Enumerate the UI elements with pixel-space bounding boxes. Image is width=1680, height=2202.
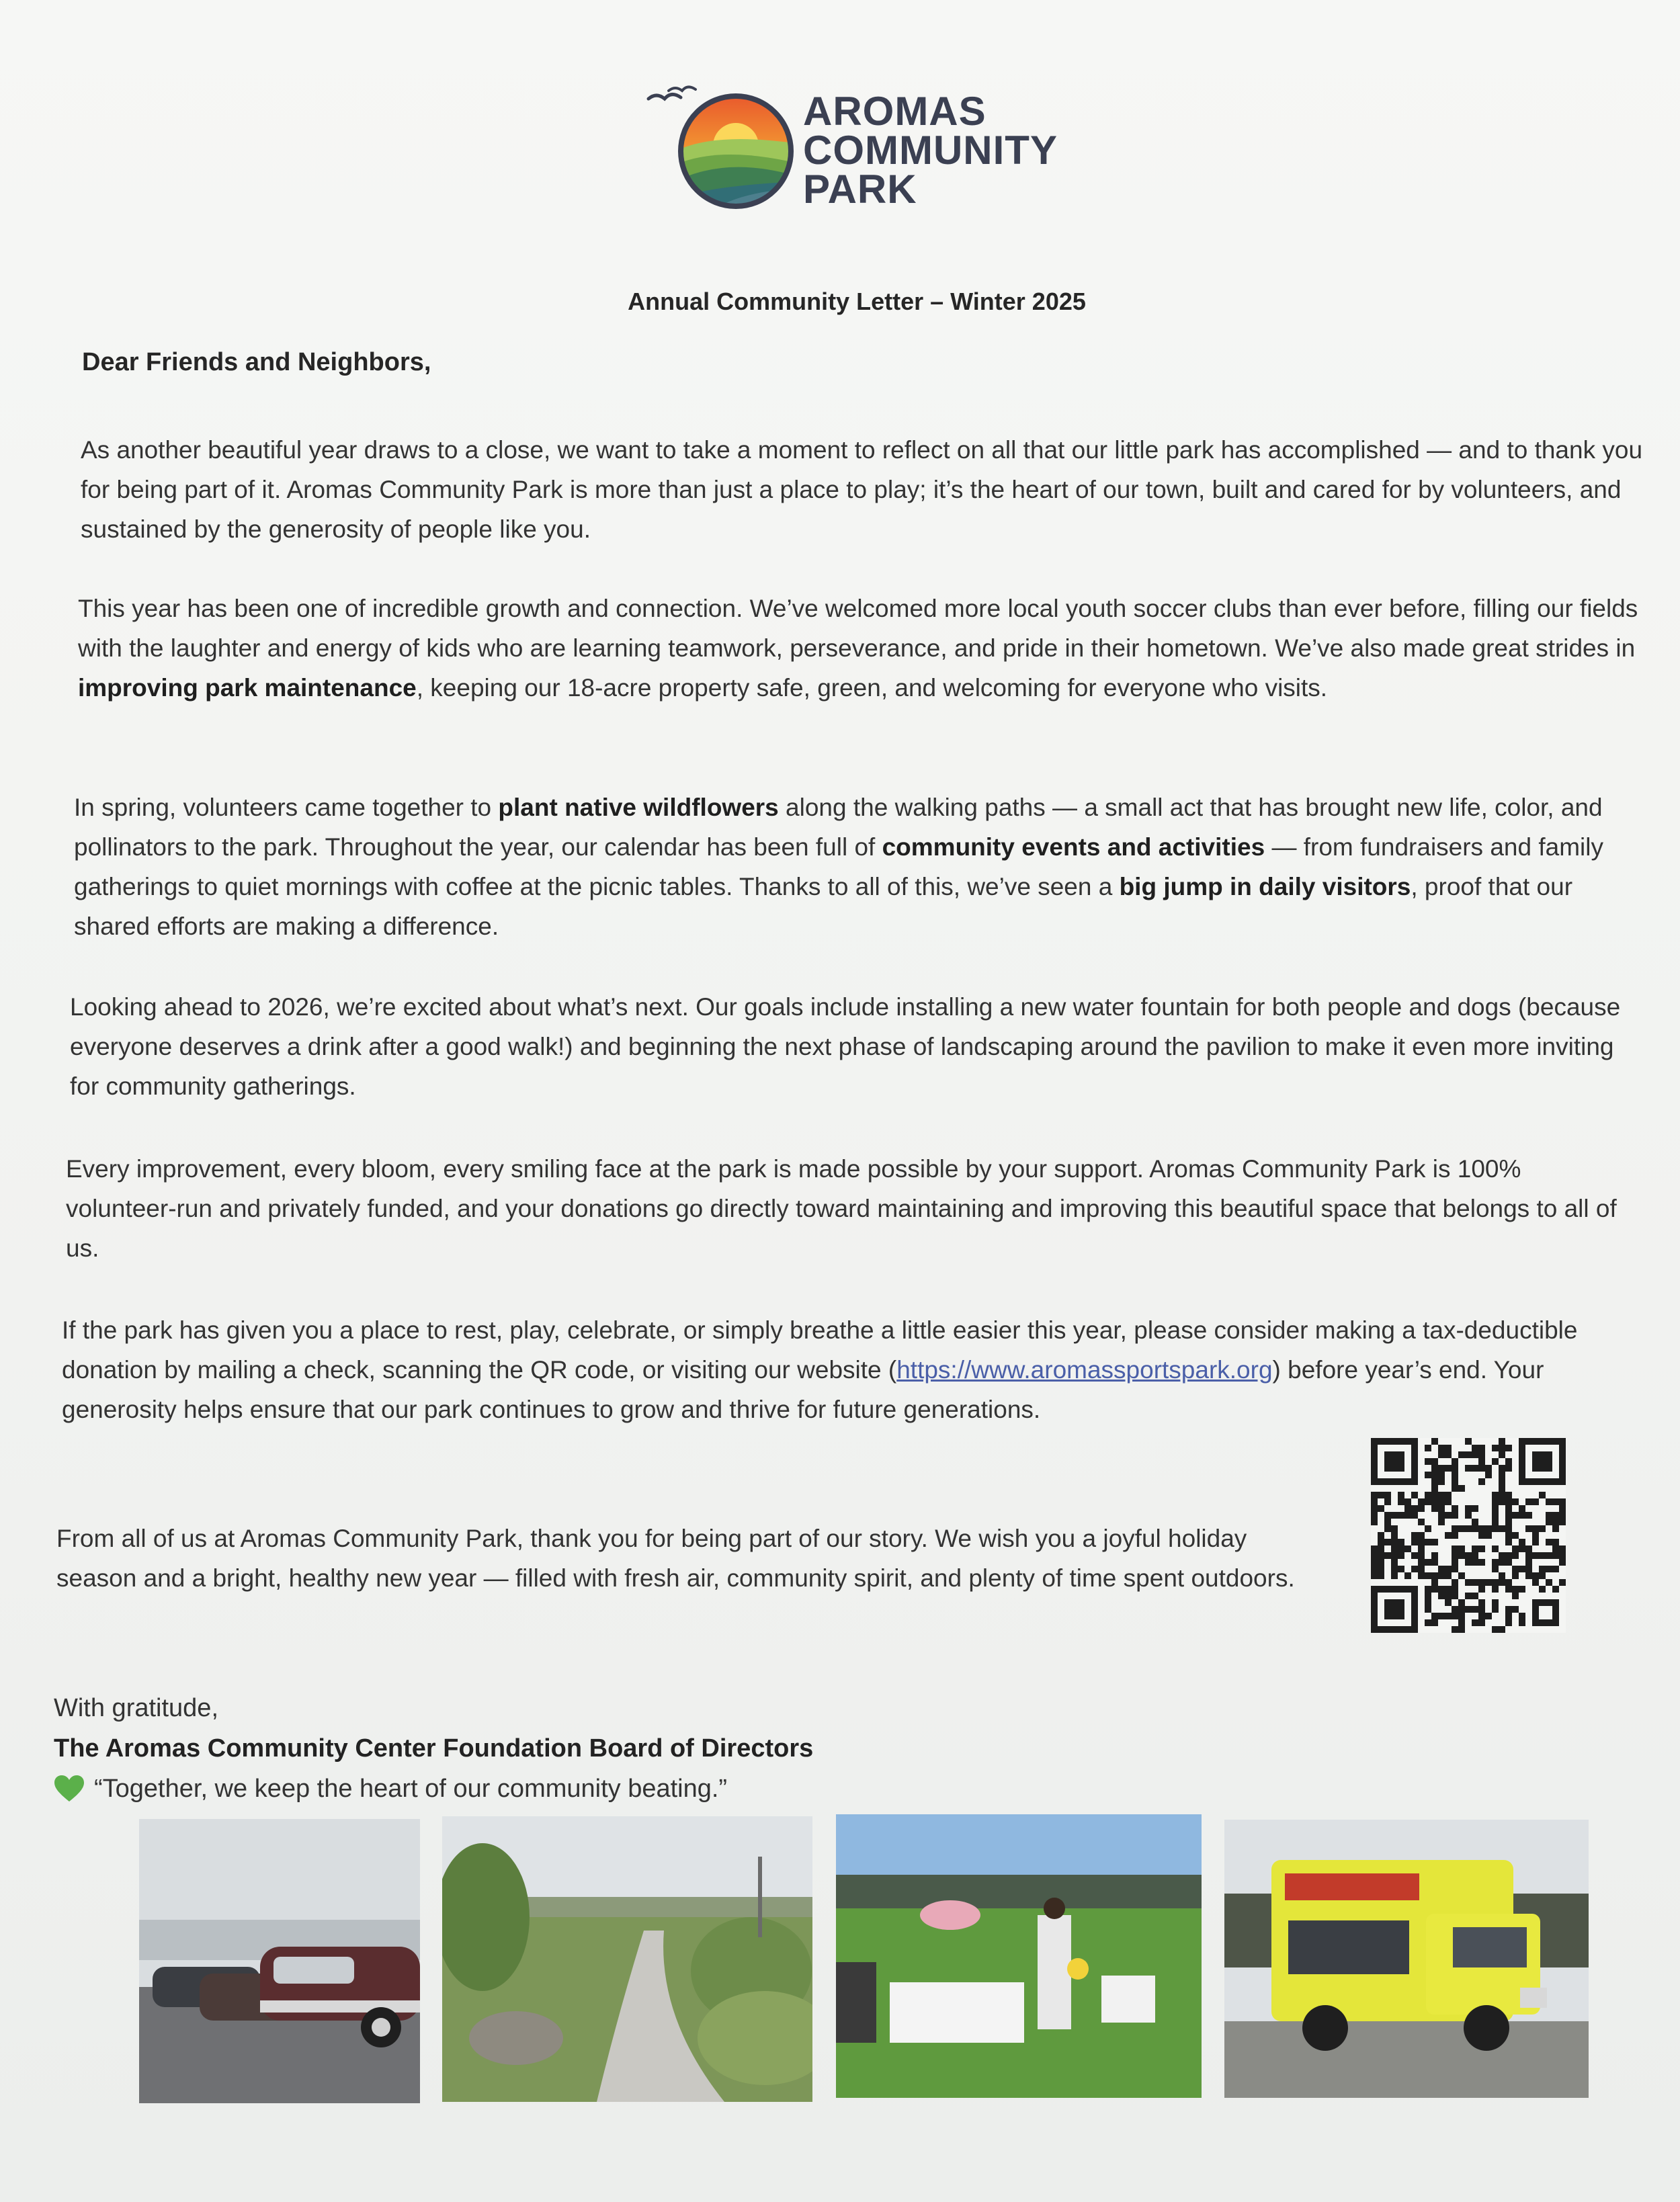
paragraph-thanks: From all of us at Aromas Community Park, thank you for being part of our story. We wish you a joyful holiday season and a bright, healthy new year — filled with fresh air, community spirit, and plenty of time spent outdoors. bbox=[56, 1525, 1295, 1592]
paragraph-spring bbox=[74, 788, 1640, 946]
letter-heading: Annual Community Letter – Winter 2025 bbox=[628, 288, 1086, 315]
photo-food-truck bbox=[1224, 1820, 1589, 2098]
text-span: If the park has given you a place to rest, play, celebrate, or simply breathe a little easier this year, please consider making a tax-deductible donation by mailing a check, scanning the QR code, or visiting our website ( bbox=[62, 1316, 1578, 1384]
logo-line-2: COMMUNITY bbox=[803, 128, 1058, 173]
photo-classic-cars bbox=[139, 1819, 420, 2103]
bold-text: improving park maintenance bbox=[78, 674, 417, 702]
text-span: , proof that our shared efforts are making a difference. bbox=[74, 873, 1573, 940]
paragraph-donate bbox=[62, 1310, 1581, 1429]
logo-line-3: PARK bbox=[803, 167, 917, 212]
tagline bbox=[54, 1769, 813, 1809]
sunset-hills-logo-icon bbox=[642, 64, 796, 225]
greeting: Dear Friends and Neighbors, bbox=[82, 348, 431, 376]
photo-strip bbox=[0, 1814, 1680, 2110]
text-span: In spring, volunteers came together to bbox=[74, 794, 499, 821]
park-logo bbox=[642, 64, 1072, 225]
green-heart-icon bbox=[54, 1775, 85, 1803]
photo-community-event bbox=[836, 1814, 1202, 2098]
paragraph-growth bbox=[78, 589, 1644, 708]
photo-walking-path bbox=[442, 1816, 812, 2102]
bold-text: big jump in daily visitors bbox=[1119, 873, 1411, 900]
closing: With gratitude, bbox=[54, 1694, 218, 1722]
signature-org: The Aromas Community Center Foundation Board of Directors bbox=[54, 1734, 814, 1763]
logo-line-1: AROMAS bbox=[803, 89, 986, 134]
text-span: along the walking paths — a small act that has brought new life, color, and pollinators to the park. Throughout the year, our calendar has been full of bbox=[74, 794, 1603, 861]
bold-text: community events and activities bbox=[882, 833, 1265, 861]
text-span: ) before year’s end. Your generosity helps ensure that our park continues to grow and thrive for future generations. bbox=[62, 1356, 1544, 1423]
logo-text bbox=[803, 89, 1058, 212]
website-link[interactable]: https://www.aromassportspark.org bbox=[896, 1356, 1273, 1384]
paragraph-intro: As another beautiful year draws to a close, we want to take a moment to reflect on all that our little park has accomplished — and to thank you for being part of it. Aromas Community Park is more than just a place to play; it’s the heart of our town, built and cared for by volunteers, and sustained by the generosity of people like you. bbox=[81, 436, 1643, 543]
paragraph-goals: Looking ahead to 2026, we’re excited about what’s next. Our goals include installing a new water fountain for both people and dogs (because everyone deserves a drink after a good walk!) and beginning the next phase of landscaping around the pavilion to make it even more inviting for community gatherings. bbox=[70, 993, 1621, 1100]
paragraph-support: Every improvement, every bloom, every smiling face at the park is made possible by your support. Aromas Community Park is 100% volunteer-run and privately funded, and your donations go directly toward maintaining and improving this beautiful space that belongs to all of us. bbox=[66, 1155, 1617, 1262]
bold-text: plant native wildflowers bbox=[498, 794, 779, 821]
text-span: , keeping our 18-acre property safe, green, and welcoming for everyone who visits. bbox=[416, 674, 1328, 702]
text-span: This year has been one of incredible growth and connection. We’ve welcomed more local youth soccer clubs than ever before, filling our fields with the laughter and energy of kids who are learning teamwork, perseverance, and pride in their hometown. We’ve also made great strides in bbox=[78, 595, 1638, 662]
signoff bbox=[54, 1688, 813, 1809]
donation-qr-code[interactable] bbox=[1371, 1438, 1566, 1633]
text-span: — from fundraisers and family gatherings to quiet mornings with coffee at the picnic tables. Thanks to all of this, we’ve seen a bbox=[74, 833, 1603, 900]
tagline-text: “Together, we keep the heart of our community beating.” bbox=[94, 1775, 728, 1803]
